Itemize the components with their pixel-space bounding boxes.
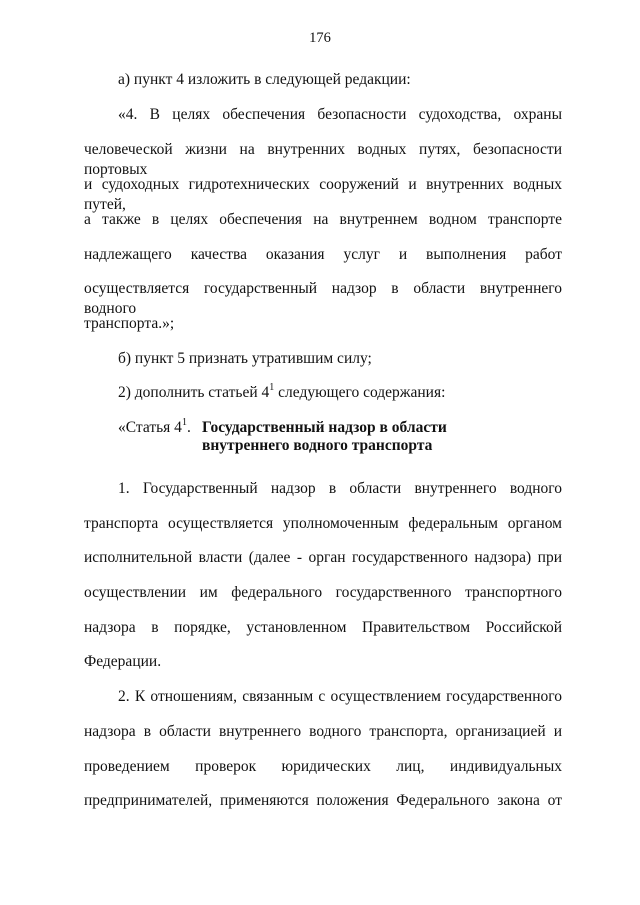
section-2-line-1: 2. К отношениям, связанным с осуществлением государственного	[118, 688, 562, 705]
paragraph-4-line-2: человеческой жизни на внутренних водных путях, безопасности портовых	[84, 141, 562, 178]
section-2-line-4: предпринимателей, применяются положения Федерального закона от	[84, 792, 562, 809]
section-2-line-3: проведением проверок юридических лиц, индивидуальных	[84, 758, 562, 775]
section-1-line-1: 1. Государственный надзор в области внутреннего водного	[118, 480, 562, 497]
paragraph-4-line-1: «4. В целях обеспечения безопасности судоходства, охраны	[118, 106, 562, 123]
section-1-line-2: транспорта осуществляется уполномоченным федеральным органом	[84, 515, 562, 532]
paragraph-4-line-4: а также в целях обеспечения на внутреннем водном транспорте	[84, 211, 562, 228]
section-1-line-4: осуществлении им федерального государственного транспортного	[84, 584, 562, 601]
section-1-line-6: Федерации.	[84, 653, 162, 670]
paragraph-4-line-6: осуществляется государственный надзор в области внутреннего водного	[84, 280, 562, 317]
article-label	[118, 418, 191, 438]
amendment-2-line	[118, 383, 562, 403]
paragraph-4-line-7: транспорта.»;	[84, 315, 175, 332]
article-title-line-1: Государственный надзор в области	[202, 419, 447, 436]
article-title-line-2: внутреннего водного транспорта	[202, 437, 433, 454]
amendment-a-intro: а) пункт 4 изложить в следующей редакции:	[118, 71, 411, 88]
section-1-line-3: исполнительной власти (далее - орган государственного надзора) при	[84, 549, 562, 566]
paragraph-4-line-5: надлежащего качества оказания услуг и выполнения работ	[84, 246, 562, 263]
amendment-2-text: 2) дополнить статьей 4	[118, 384, 270, 401]
article-superscript: 1	[181, 416, 187, 428]
article-prefix: «Статья 4	[118, 419, 182, 436]
article-dot: .	[186, 419, 191, 436]
amendment-2-text-end: следующего содержания:	[274, 384, 446, 401]
page-number: 176	[309, 30, 331, 46]
amendment-b-line: б) пункт 5 признать утратившим силу;	[118, 350, 372, 367]
paragraph-4-line-3: и судоходных гидротехнических сооружений и внутренних водных путей,	[84, 176, 562, 213]
amendment-2-superscript: 1	[269, 381, 275, 393]
section-1-line-5: надзора в порядке, установленном Правительством Российской	[84, 619, 562, 636]
section-2-line-2: надзора в области внутреннего водного транспорта, организацией и	[84, 723, 562, 740]
